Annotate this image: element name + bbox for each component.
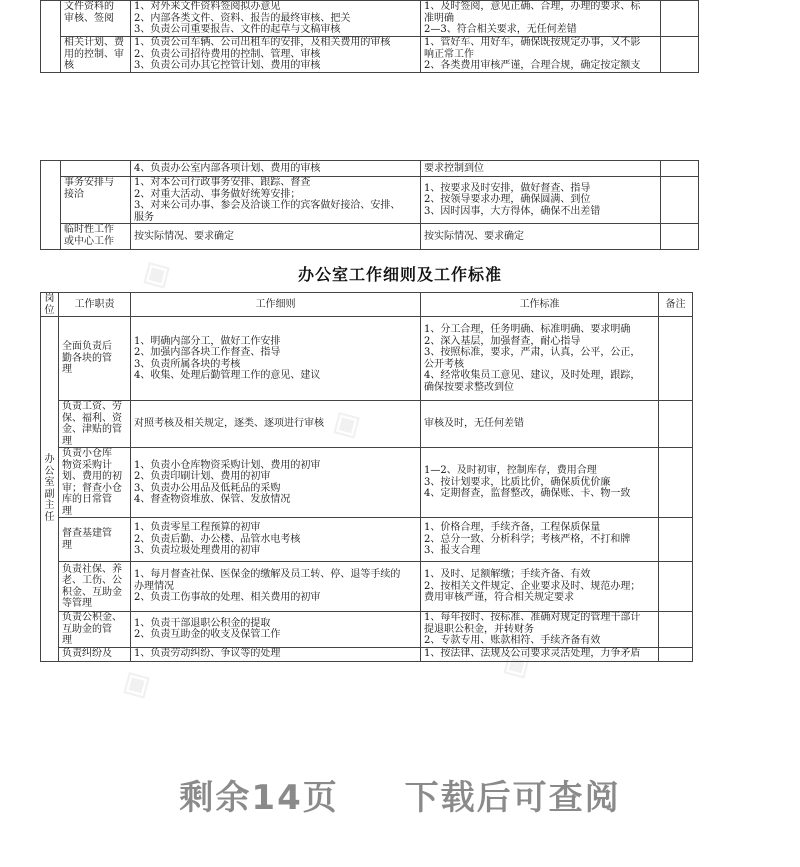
detail-cell-line: 2、加强内部各块工作督查、指导 (134, 347, 281, 358)
standard-cell-line: 2、深入基层，加强督查，耐心指导 (424, 335, 581, 347)
page-title: 办公室工作细则及工作标准 (297, 265, 502, 284)
standard-cell-line: 要求控制到位 (424, 162, 484, 174)
standard-cell-line: 4、定期督查，监督整改，确保账、卡、物一致 (424, 488, 631, 500)
detail-cell-line: 1、负责零星工程预算的初审 (134, 522, 261, 534)
standard-cell-line: 1、价格合理，手续齐备，工程保质保量 (424, 522, 601, 534)
table-row (41, 448, 693, 518)
duty-cell-line: 互助金的管 (62, 623, 112, 635)
watermark: ◈ (490, 635, 541, 691)
remark-cell (659, 518, 693, 562)
duty-cell-line: 事务安排与 (64, 177, 114, 188)
remark-cell (661, 177, 699, 224)
duty-cell (61, 37, 131, 73)
detail-cell-line: 服务 (134, 211, 154, 223)
standard-cell-line: 按实际情况、要求确定 (424, 230, 524, 242)
duty-cell-line: 督查基建管 (62, 528, 112, 539)
table-row (41, 161, 699, 177)
detail-cell-line: 1、每月督查社保、医保金的缴解及员工转、停、退等手续的 (134, 569, 401, 581)
duty-cell-line: 全面负责后 (62, 341, 112, 353)
remark-cell (659, 647, 693, 661)
standard-cell-line: 2、总分一致、分析科学；考核严格，不打和牌 (424, 533, 631, 545)
detail-cell-line: 3、负责垃圾处理费用的初审 (134, 545, 261, 557)
duty-cell-line: 临时性工作 (64, 224, 114, 235)
table-row (41, 37, 699, 73)
detail-cell-line: 1、负责干部退职公积金的提取 (134, 617, 271, 629)
detail-cell-line: 2、负责公司招待费用的控制、管理、审核 (134, 48, 321, 60)
duty-cell-line: 负责社保、养 (62, 563, 122, 575)
position-char: 任 (44, 511, 55, 523)
duty-cell (59, 612, 131, 648)
detail-cell-line: 1、明确内部分工，做好工作安排 (134, 335, 281, 347)
duty-cell-line: 库的日常管 (62, 494, 112, 505)
position-char: 副 (44, 488, 55, 500)
detail-cell-line: 3、对来公司办事、参会及洽谈工作的宾客做好接洽、安排、 (134, 200, 401, 211)
remark-cell (661, 224, 699, 250)
standard-cell-line: 审核及时，无任何差错 (424, 418, 524, 430)
detail-cell (131, 448, 421, 518)
duty-cell (61, 161, 131, 177)
duty-cell-line: 理 (62, 539, 72, 551)
standard-cell-line: 响正常工作 (424, 48, 474, 60)
duty-cell (59, 562, 131, 612)
detail-cell-line: 按实际情况、要求确定 (134, 230, 234, 242)
duty-cell (59, 401, 131, 448)
standard-cell-line: 3、按计划要求，比质比价，确保质优价廉 (424, 476, 611, 488)
duty-cell (59, 647, 131, 661)
remark-cell (659, 317, 693, 401)
header-position: 岗位 (41, 293, 59, 317)
detail-cell (131, 647, 421, 661)
remark-cell (659, 612, 693, 648)
detail-cell-line: 1、对本公司行政事务安排、跟踪、督查 (134, 177, 311, 188)
duty-cell-line: 或中心工作 (64, 235, 114, 247)
standard-cell-line: 1、按要求及时安排，做好督查、指导 (424, 182, 591, 194)
table-row (41, 177, 699, 224)
detail-cell (131, 224, 421, 250)
standard-cell-line: 提退职公积金，并转财务 (424, 623, 534, 635)
standard-cell-line: 1、分工合理，任务明确、标准明确、要求明确 (424, 324, 631, 335)
position-char: 主 (44, 500, 55, 512)
detail-cell (131, 562, 421, 612)
detail-cell-line: 1、负责小仓库物资采购计划、费用的初审 (134, 459, 321, 471)
detail-cell-line: 1、负责劳动纠纷、争议等的处理 (134, 648, 281, 660)
header-standard: 工作标准 (421, 293, 659, 317)
standard-cell (421, 317, 659, 401)
detail-cell (131, 401, 421, 448)
detail-cell-line: 2、负责互助金的收支及保管工作 (134, 629, 281, 641)
standard-cell-line: 1、及时签阅，意见正确、合理，办理的要求、标 (424, 1, 641, 12)
duty-cell-line: 理 (62, 435, 72, 447)
detail-cell-line: 对照考核及相关规定，逐类、逐项进行审核 (134, 418, 324, 430)
duty-cell-line: 负责纠纷及 (62, 648, 112, 660)
duty-cell-line: 理 (62, 364, 72, 376)
table-row (41, 612, 693, 648)
standard-cell-line: 费用审核严谨，符合相关规定要求 (424, 592, 574, 604)
duty-cell-line: 核 (64, 60, 74, 71)
standard-cell (421, 518, 659, 562)
remark-cell (661, 1, 699, 37)
standard-cell (421, 612, 659, 648)
duty-cell-line: 积金、互助金 (62, 586, 122, 598)
duty-cell (61, 1, 131, 37)
standard-cell-line: 2、专款专用、账款相符、手续齐备有效 (424, 635, 601, 646)
table-row (41, 1, 699, 37)
detail-cell (131, 612, 421, 648)
standard-cell (421, 1, 661, 37)
detail-cell (131, 317, 421, 401)
position-cell (41, 317, 59, 662)
duty-cell-line: 审；督查小仓 (62, 482, 122, 494)
standard-cell (421, 224, 661, 250)
table-section-a (40, 0, 699, 73)
standard-cell (421, 37, 661, 73)
download-to-view-label[interactable]: 下载后可查阅 (404, 778, 621, 818)
duty-cell-line: 理 (62, 635, 72, 646)
detail-cell-line: 2、对重大活动、事务做好统筹安排； (134, 188, 301, 200)
position-char: 办 (44, 454, 55, 466)
standard-cell-line: 2、各类费用审核严谨，合理合规，确定按定额支 (424, 60, 641, 71)
duty-cell-line: 审核、签阅 (64, 12, 114, 24)
table-row (41, 562, 693, 612)
remark-cell (661, 161, 699, 177)
detail-cell-line: 3、负责公司办其它控管计划、费用的审核 (134, 60, 321, 71)
detail-cell (131, 177, 421, 224)
standard-cell-line: 2、按相关文件规定、企业要求及时、规范办理； (424, 580, 641, 592)
header-detail: 工作细则 (131, 293, 421, 317)
standard-cell-line: 1、每年按时、按标准、准确对规定的管理干部计 (424, 612, 641, 623)
standard-cell-line: 1、按法律、法规及公司要求灵活处理，力争矛盾 (424, 648, 641, 660)
watermark: ◈ (110, 655, 161, 711)
detail-cell-line: 1、负责公司车辆、公司出租车的安排，及相关费用的审核 (134, 37, 391, 48)
standard-cell (421, 161, 661, 177)
standard-cell-line: 2、按领导要求办理，确保圆满、到位 (424, 194, 591, 206)
position-cell (41, 161, 61, 250)
detail-cell-line: 2、内部各类文件、资料、报告的最终审核、把关 (134, 12, 351, 24)
standard-cell-line: 3、按照标准，要求，严肃，认真，公平，公正， (424, 347, 641, 358)
duty-cell-line: 负责小仓库 (62, 448, 112, 459)
table-section-c (40, 292, 693, 662)
watermark: ◈ (130, 245, 181, 301)
detail-cell (131, 518, 421, 562)
watermark: ◈ (320, 395, 371, 451)
remaining-pages-label: 剩余14页 (179, 778, 339, 818)
duty-cell-line: 相关计划、费 (64, 37, 124, 48)
duty-cell (61, 224, 131, 250)
duty-cell-line: 保、福利、资 (62, 412, 122, 424)
standard-cell (421, 647, 659, 661)
detail-cell-line: 2、负责工伤事故的处理、相关费用的初审 (134, 592, 321, 604)
position-cell (41, 1, 61, 73)
standard-cell (421, 562, 659, 612)
table-row (41, 317, 693, 401)
standard-cell-line: 4、经常收集员工意见、建议，及时处理，跟踪， (424, 370, 641, 381)
detail-cell-line: 1、对外来文件资料签阅拟办意见 (134, 1, 281, 12)
duty-cell-line: 接洽 (64, 188, 84, 200)
remark-cell (661, 37, 699, 73)
duty-cell-line: 用的控制、审 (64, 48, 124, 60)
standard-cell-line: 1、管好车、用好车，确保既按规定办事，又不影 (424, 37, 641, 48)
detail-cell-line: 4、收集、处理后勤管理工作的意见、建议 (134, 370, 321, 381)
detail-cell (131, 1, 421, 37)
standard-cell-line: 公开考核 (424, 358, 464, 370)
header-remark: 备注 (659, 293, 693, 317)
duty-cell-line: 理 (62, 505, 72, 517)
detail-cell (131, 37, 421, 73)
standard-cell (421, 401, 659, 448)
table-section-b (40, 160, 699, 250)
table-row (41, 401, 693, 448)
standard-cell (421, 448, 659, 518)
duty-cell-line: 老、工伤、公 (62, 575, 122, 586)
standard-cell-line: 2—3、符合相关要求，无任何差错 (424, 24, 577, 35)
duty-cell-line: 文件资料的 (64, 1, 114, 12)
detail-cell-line: 2、负责后勤、办公楼、品管水电考核 (134, 533, 301, 545)
remark-cell (659, 562, 693, 612)
standard-cell (421, 177, 661, 224)
duty-cell-line: 金、津贴的管 (62, 424, 122, 435)
duty-cell (61, 177, 131, 224)
duty-cell-line: 划、费用的初 (62, 471, 122, 482)
standard-cell-line: 准明确 (424, 12, 454, 24)
table-row (41, 647, 693, 661)
detail-cell-line: 3、负责所属各块的考核 (134, 358, 241, 370)
standard-cell-line: 3、因时因事，大方得体，确保不出差错 (424, 205, 601, 217)
standard-cell-line: 3、报支合理 (424, 545, 481, 557)
duty-cell-line: 负责公积金、 (62, 612, 122, 623)
duty-cell-line: 负责工资、劳 (62, 401, 122, 412)
detail-cell-line: 3、负责办公用品及低耗品的采购 (134, 482, 281, 494)
header-duty: 工作职责 (59, 293, 131, 317)
duty-cell-line: 等管理 (62, 598, 92, 609)
remark-cell (659, 448, 693, 518)
detail-cell (131, 161, 421, 177)
standard-cell-line: 1、及时、足额解缴；手续齐备、有效 (424, 569, 591, 581)
detail-cell-line: 4、督查物资堆放、保管、发放情况 (134, 494, 291, 505)
detail-cell-line: 办理情况 (134, 580, 174, 592)
detail-cell-line: 4、负责办公室内部各项计划、费用的审核 (134, 162, 321, 174)
standard-cell-line: 确保按要求整改到位 (424, 381, 514, 393)
remark-cell (659, 401, 693, 448)
duty-cell (59, 448, 131, 518)
standard-cell-line: 1—2、及时初审，控制库存，费用合理 (424, 465, 597, 477)
duty-cell-line: 勤各块的管 (62, 352, 112, 364)
duty-cell (59, 518, 131, 562)
detail-cell-line: 3、负责公司重要报告、文件的起草与文稿审核 (134, 24, 341, 35)
duty-cell (59, 317, 131, 401)
table-row (41, 518, 693, 562)
position-char: 室 (44, 477, 55, 489)
duty-cell-line: 物资采购计 (62, 459, 112, 471)
detail-cell-line: 2、负责印刷计划、费用的初审 (134, 471, 271, 482)
table-row (41, 224, 699, 250)
position-char: 公 (44, 465, 55, 477)
download-footer[interactable] (0, 770, 800, 819)
